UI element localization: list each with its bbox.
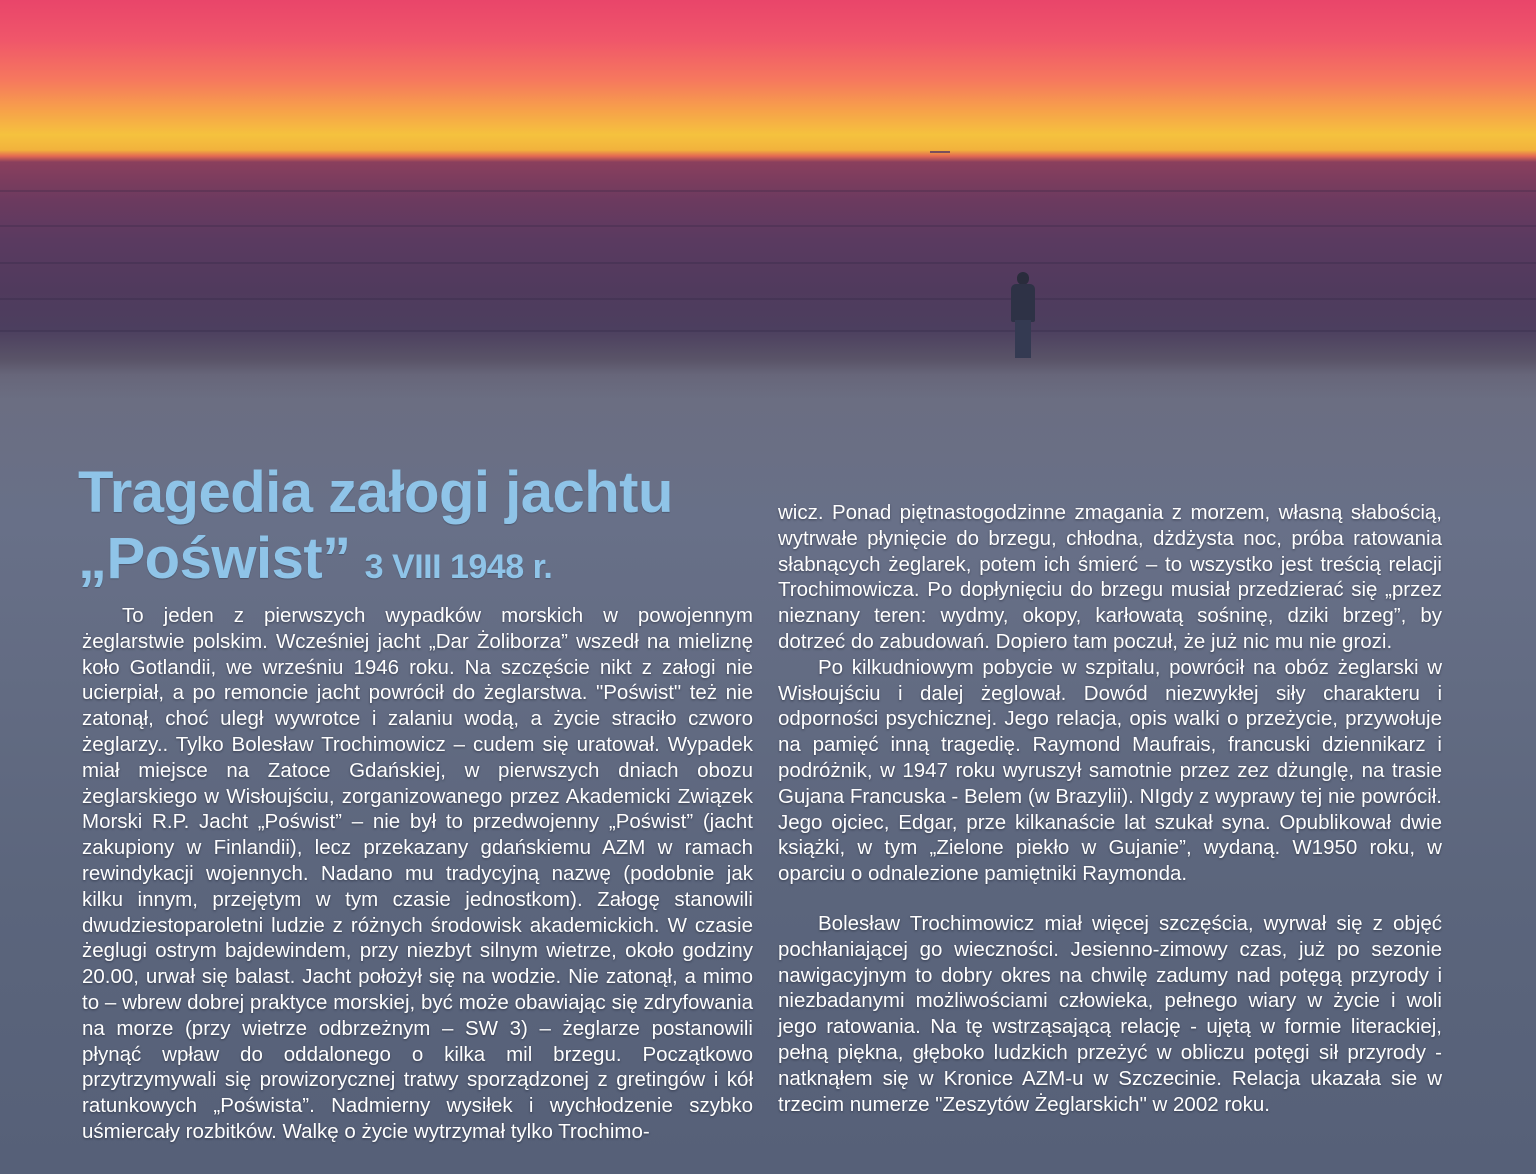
- paragraph-spacer: [778, 887, 1442, 911]
- title-line-2: [78, 526, 673, 600]
- person-silhouette: [1008, 272, 1038, 358]
- article-column-left: [82, 603, 753, 1145]
- title-date: 3 VIII 1948 r.: [364, 548, 553, 586]
- sea-wave: [0, 262, 1536, 264]
- paragraph: Bolesław Trochimowicz miał więcej szczęścia, wyrwał się z objęć pochłaniającej go wieczności. Jesienno-zimowy czas, już po sezonie nawigacyjnym to dobry okres na chwilę zadumy nad potęgą przyrody i niezbadanymi możliwościami człowieka, pełnego wiary w życie i woli jego ratowania. Na tę wstrząsającą relację - ujętą w formie literackiej, pełną piękna, głęboko ludzkich przeżyć w obliczu potęgi sił przyrody - natknąłem się w Kronice AZM-u w Szczecinie. Relacja ukazała sie w trzecim numerze "Zeszytów Żeglarskich" w 2002 roku.: [778, 911, 1442, 1116]
- paragraph: wicz. Ponad piętnastogodzinne zmagania z morzem, własną słabością, wytrwałe płynięcie do brzegu, chłodna, dżdżysta noc, próba ratowania słabnących żeglarek, potem ich śmierć – to wszystko jest treścią relacji Trochimowicza. Po dopłynięciu do brzegu musiał przedzierać się „przez nieznany teren: wydmy, okopy, karłowatą sośninę, dziki brzeg”, by dotrzeć do zabudowań. Dopiero tam poczuł, że już nic mu nie grozi.: [778, 501, 1442, 653]
- horizon-ship-silhouette: [930, 151, 950, 153]
- article-title: [78, 460, 673, 600]
- yacht-name: „Poświst”: [78, 526, 351, 591]
- sea-wave: [0, 330, 1536, 332]
- paragraph: To jeden z pierwszych wypadków morskich w powojennym żeglarstwie polskim. Wcześniej jacht „Dar Żoliborza” wszedł na mieliznę koło Gotlandii, we wrześniu 1946 roku. Na szczęście nikt z załogi nie ucierpiał, a po remoncie jacht powrócił do żeglarstwa. "Poświst" też nie zatonął, choć uległ wywrotce i zalaniu wodą, a życie straciło czworo żeglarzy.. Tylko Bolesław Trochimowicz – cudem się uratował. Wypadek miał miejsce na Zatoce Gdańskiej, w pierwszych dniach obozu żeglarskiego w Wisłoujściu, zorganizowanego przez Akademicki Związek Morski R.P. Jacht „Poświst” – nie był to przedwojenny „Poświst” (jacht zakupiony w Finlandii), lecz przekazany gdańskiemu AZM w ramach rewindykacji wojennych. Nadano mu tradycyjną nazwę (podobnie jak kilku innym, przejętym w tym czasie jednostkom). Załogę stanowili dwudziestoparoletni ludzie z różnych środowisk akademickich. W czasie żeglugi ostrym bajdewindem, przy niezbyt silnym wietrze, około godziny 20.00, urwał się balast. Jacht położył się na wodzie. Nie zatonął, a mimo to – wbrew dobrej praktyce morskiej, być może obawiając się zdryfowania na morze (przy wietrze odbrzeżnym – SW 3) – żeglarze postanowili płynąć wpław do oddalonego o kilka mil brzegu. Początkowo przytrzymywali się prowizorycznej tratwy sporządzonej z gretingów i kół ratunkowych „Pośwista”. Nadmierny wysiłek i wychłodzenie szybko uśmiercały rozbitków. Walkę o życie wytrzymał tylko Trochimo-: [82, 604, 753, 1143]
- title-line-1: Tragedia załogi jachtu: [78, 460, 673, 525]
- article-column-right: [778, 500, 1442, 1117]
- sea-wave: [0, 298, 1536, 300]
- sea-wave: [0, 190, 1536, 192]
- sea-wave: [0, 225, 1536, 227]
- paragraph: Po kilkudniowym pobycie w szpitalu, powrócił na obóz żeglarski w Wisłoujściu i dalej żeglował. Dowód niezwykłej siły charakteru i odporności psychicznej. Jego relacja, opis walki o przeżycie, przywołuje na pamięć inną tragedię. Raymond Maufrais, francuski dziennikarz i podróżnik, w 1947 roku wyruszył samotnie przez zez dżunglę, na trasie Gujana Francuska - Belem (w Brazylii). NIgdy z wyprawy tej nie powrócił. Jego ojciec, Edgar, prze kilkanaście lat szukał syna. Opublikował dwie książki, w tym „Zielone piekło w Gujanie”, wydaną. W1950 roku, w oparciu o odnalezione pamiętniki Raymonda.: [778, 655, 1442, 886]
